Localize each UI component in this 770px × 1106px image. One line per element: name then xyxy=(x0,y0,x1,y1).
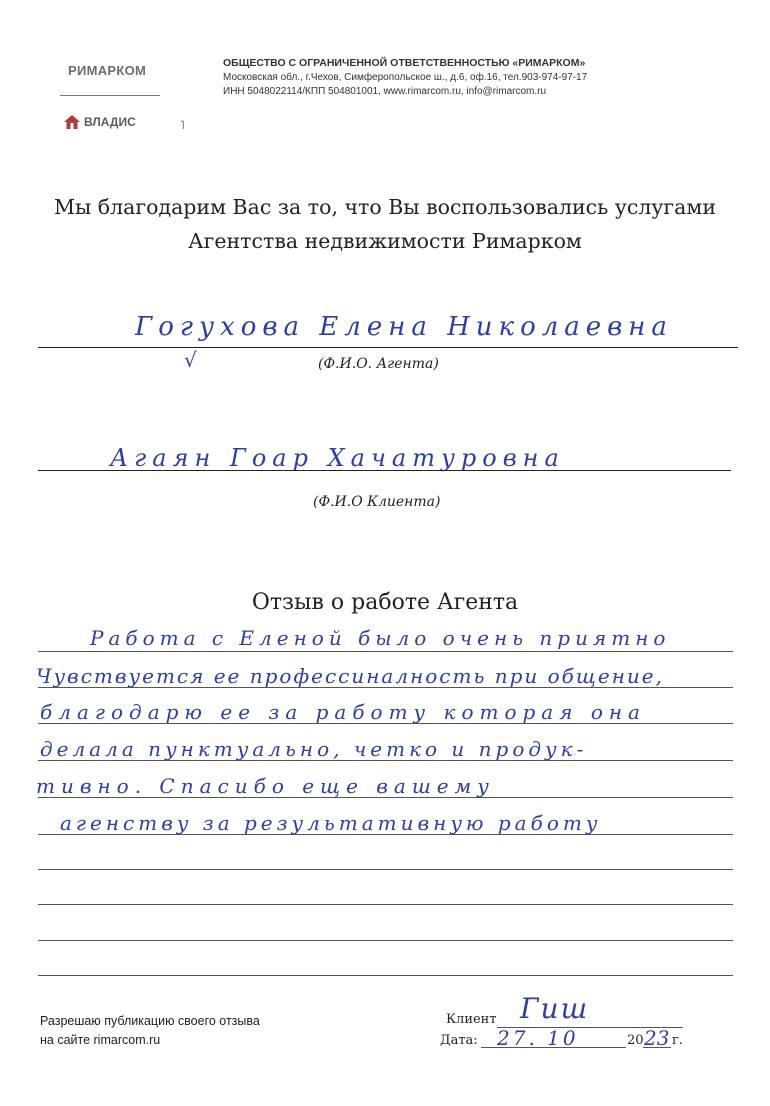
company-requisites: ИНН 5048022114/КПП 504801001, www.rimarcom.ru, info@rimarcom.ru xyxy=(223,86,547,97)
review-rule-10 xyxy=(38,975,733,976)
review-handwritten-line: тивно. Спасибо еще вашему xyxy=(36,774,495,798)
review-handwritten-line: благодарю ее за работу которая она xyxy=(40,700,646,724)
date-handwritten: 27. 10 xyxy=(497,1026,579,1050)
company-address: Московская обл., г.Чехов, Симферопольское ш., д.6, оф.16, тел.903-974-97-17 xyxy=(223,72,588,83)
check-mark-icon: ˥ xyxy=(180,118,185,132)
vladis-logo-text: ВЛАДИС xyxy=(84,115,136,129)
vladis-logo xyxy=(64,115,136,129)
year-suffix-label: г. xyxy=(672,1033,683,1048)
client-signature-label: Клиент xyxy=(446,1012,497,1027)
house-icon xyxy=(64,115,80,129)
client-name-line xyxy=(38,470,731,471)
agent-name-line xyxy=(38,347,738,348)
rimarkom-logo: РИМАРКОМ xyxy=(68,63,147,78)
client-name-handwritten: Агаян Гоар Хачатуровна xyxy=(110,444,565,472)
review-handwritten-line: Чувствуется ее профессиналность при общение, xyxy=(36,664,664,688)
review-rule-1 xyxy=(38,651,733,652)
thanks-line-1: Мы благодарим Вас за то, что Вы воспользовались услугами xyxy=(53,195,717,219)
client-caption: (Ф.И.О Клиента) xyxy=(313,494,441,510)
year-handwritten: 23 xyxy=(644,1026,670,1050)
company-header xyxy=(223,57,587,97)
publication-consent xyxy=(40,1012,260,1050)
consent-line-2: на сайте rimarcom.ru xyxy=(40,1033,161,1047)
logo-divider xyxy=(60,95,160,96)
review-handwritten-line: Работа с Еленой было очень приятно xyxy=(90,626,671,650)
review-handwritten-line: делала пунктуально, четко и продук- xyxy=(40,737,588,761)
thanks-message xyxy=(0,190,770,258)
agent-caption: (Ф.И.О. Агента) xyxy=(318,356,439,372)
year-line xyxy=(643,1047,671,1048)
review-handwritten-line: агенству за результативную работу xyxy=(60,811,602,835)
review-rule-7 xyxy=(38,869,733,870)
consent-line-1: Разрешаю публикацию своего отзыва xyxy=(40,1014,260,1028)
client-signature: Гиш xyxy=(520,992,590,1025)
company-name: ОБЩЕСТВО С ОГРАНИЧЕННОЙ ОТВЕТСТВЕННОСТЬЮ «РИМАРКОМ» xyxy=(223,57,586,69)
date-label: Дата: xyxy=(440,1033,478,1048)
review-rule-8 xyxy=(38,904,733,905)
agent-check-icon: √ xyxy=(184,348,197,372)
review-rule-9 xyxy=(38,940,733,941)
thanks-line-2: Агентства недвижимости Римарком xyxy=(188,229,582,253)
review-title: Отзыв о работе Агента xyxy=(251,590,519,615)
year-prefix: 20 xyxy=(627,1033,644,1048)
agent-name-handwritten: Гогухова Елена Николаевна xyxy=(135,312,673,342)
